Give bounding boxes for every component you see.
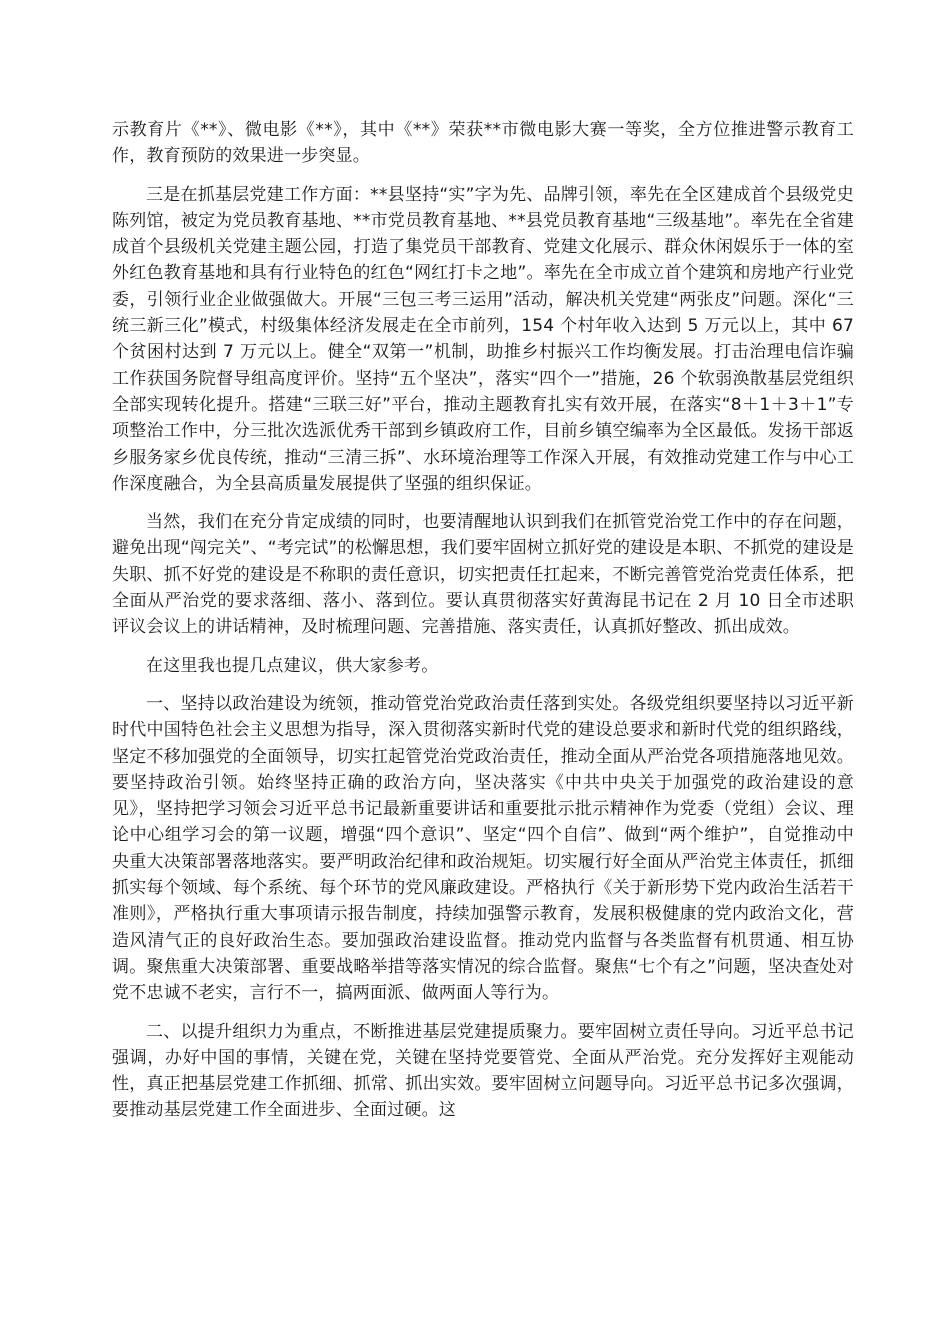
document-body (112, 117, 854, 1136)
paragraph-suggestion-two: 二、以提升组织力为重点，不断推进基层党建提质聚力。要牢固树立责任导向。习近平总书记强调，办好中国的事情，关键在党，关键在坚持党要管党、全面从严治党。充分发挥好主观能动性，真正把基层党建工作抓细、抓常、抓出实效。要牢固树立问题导向。习近平总书记多次强调，要推动基层党建工作全面进步、全面过硬。这 (112, 1021, 854, 1121)
paragraph-problems-awareness: 当然，我们在充分肯定成绩的同时，也要清醒地认识到我们在抓管党治党工作中的存在问题，避免出现“闯完关”、“考完试”的松懈思想，我们要牢固树立抓好党的建设是本职、不抓党的建设是失职、抓不好党的建设是不称职的责任意识，切实把责任扛起来，不断完善管党治党责任体系，把全面从严治党的要求落细、落小、落到位。要认真贯彻落实好黄海昆书记在 2 月 10 日全市述职评议会议上的讲话精神，及时梳理问题、完善措施、落实责任，认真抓好整改、抓出成效。 (112, 512, 854, 638)
paragraph-grassroots-party-building: 三是在抓基层党建工作方面：**县坚持“实”字为先、品牌引领，率先在全区建成首个县级党史陈列馆，被定为党员教育基地、**市党员教育基地、**县党员教育基地“三级基地”。率先在全省建成首个县级机关党建主题公园，打造了集党员干部教育、党建文化展示、群众休闲娱乐于一体的室外红色教育基地和具有行业特色的红色“网红打卡之地”。率先在全市成立首个建筑和房地产行业党委，引领行业企业做强做大。开展“三包三考三运用”活动，解决机关党建“两张皮”问题。深化“三统三新三化”模式，村级集体经济发展走在全市前列，154 个村年收入达到 5 万元以上，其中 67 个贫困村达到 7 万元以上。健全“双第一”机制，助推乡村振兴工作均衡发展。打击治理电信诈骗工作获国务院督导组高度评价。坚持“五个坚决”，落实“四个一”措施，26 个软弱涣散基层党组织全部实现转化提升。搭建“三联三好”平台，推动主题教育扎实有效开展，在落实“8＋1＋3＋1”专项整治工作中，分三批次选派优秀干部到乡镇政府工作，目前乡镇空编率为全区最低。发扬干部返乡服务家乡优良传统，推动“三清三拆”、水环境治理等工作深入开展，有效推动党建工作与中心工作深度融合，为全县高质量发展提供了坚强的组织保证。 (112, 184, 854, 494)
paragraph-suggestion-one: 一、坚持以政治建设为统领，推动管党治党政治责任落到实处。各级党组织要坚持以习近平新时代中国特色社会主义思想为指导，深入贯彻落实新时代党的建设总要求和新时代党的组织路线，坚定不移加强党的全面领导，切实扛起管党治党政治责任，推动全面从严治党各项措施落地见效。要坚持政治引领。始终坚持正确的政治方向，坚决落实《中共中央关于加强党的政治建设的意见》，坚持把学习领会习近平总书记最新重要讲话和重要批示批示精神作为党委（党组）会议、理论中心组学习会的第一议题，增强“四个意识”、坚定“四个自信”、做到“两个维护”，自觉推动中央重大决策部署落地落实。要严明政治纪律和政治规矩。切实履行好全面从严治党主体责任，抓细抓实每个领域、每个系统、每个环节的党风廉政建设。严格执行《关于新形势下党内政治生活若干准则》，严格执行重大事项请示报告制度，持续加强警示教育，发展积极健康的党内政治文化，营造风清气正的良好政治生态。要加强政治建设监督。推动党内监督与各类监督有机贯通、相互协调。聚焦重大决策部署、重要战略举措等落实情况的综合监督。聚焦“七个有之”问题，坚决查处对党不忠诚不老实，言行不一，搞两面派、做两面人等行为。 (112, 693, 854, 1004)
paragraph-continuation: 示教育片《**》、微电影《**》，其中《**》荣获**市微电影大赛一等奖，全方位推进警示教育工作，教育预防的效果进一步突显。 (112, 120, 854, 167)
paragraph-suggestions-intro: 在这里我也提几点建议，供大家参考。 (146, 655, 439, 676)
